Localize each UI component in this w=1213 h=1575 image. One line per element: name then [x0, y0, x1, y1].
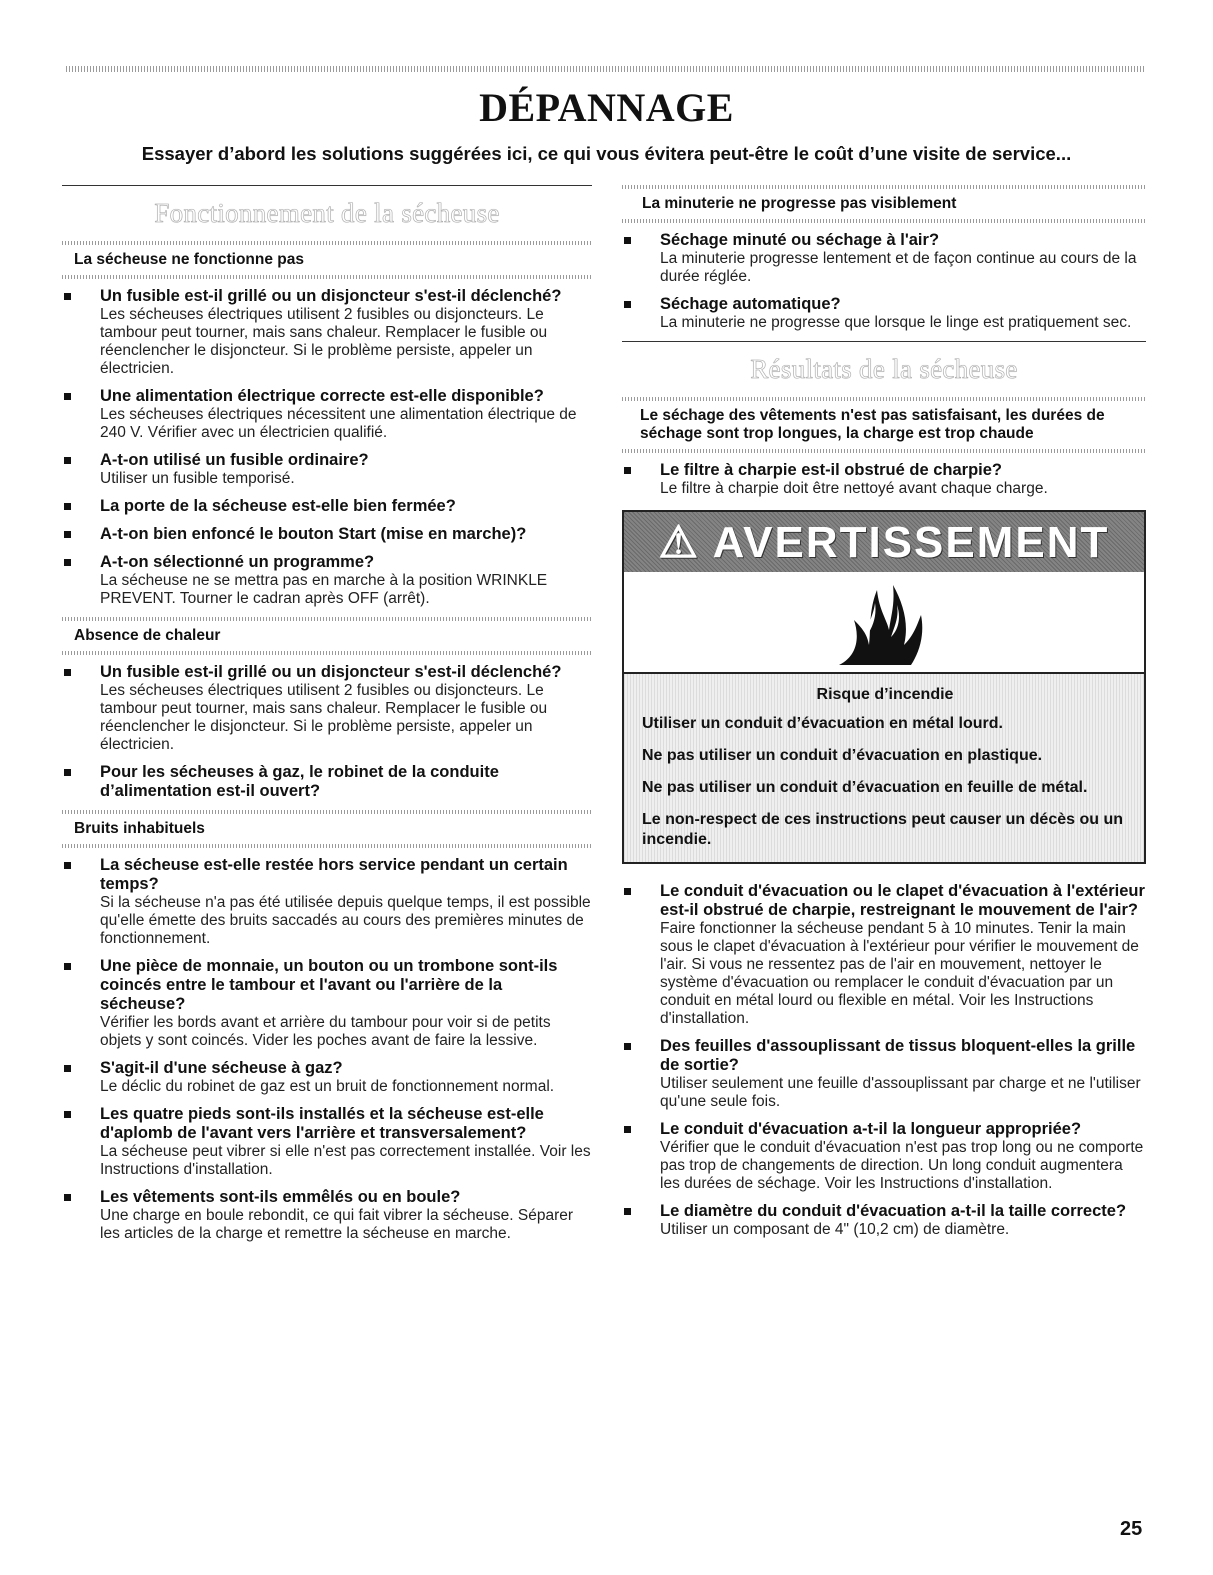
list-item — [622, 231, 1146, 286]
question: S'agit-il d'une sécheuse à gaz? — [100, 1059, 343, 1077]
answer: Utiliser un composant de 4" (10,2 cm) de diamètre. — [660, 1221, 1010, 1238]
question: Des feuilles d'assouplissant de tissus bloquent-elles la grille de sortie? — [660, 1037, 1136, 1074]
list-item — [62, 525, 592, 544]
list-item — [622, 1202, 1146, 1239]
question: Une pièce de monnaie, un bouton ou un trombone sont-ils coincés entre le tambour et l'avant ou l'arrière de la sécheuse? — [100, 957, 558, 1013]
top-rule — [66, 66, 1146, 72]
list-item — [62, 287, 592, 378]
divider — [62, 275, 592, 279]
left-column — [62, 185, 592, 1252]
list-item — [622, 882, 1146, 1028]
warning-header — [624, 512, 1144, 572]
question: A-t-on sélectionné un programme? — [100, 553, 375, 571]
subheading-timer: La minuterie ne progresse pas visiblement — [642, 195, 957, 212]
page-number: 25 — [1120, 1518, 1143, 1540]
page-title: DÉPANNAGE — [479, 85, 734, 130]
list-item — [62, 1188, 592, 1243]
page-subtitle: Essayer d’abord les solutions suggérées ici, ce qui vous évitera peut-être le coût d’une visite de service... — [141, 143, 1072, 164]
subheading-noises: Bruits inhabituels — [74, 820, 205, 837]
list-item — [62, 451, 592, 488]
list-item — [622, 461, 1146, 498]
answer: La minuterie ne progresse que lorsque le linge est pratiquement sec. — [660, 314, 1132, 331]
list-item — [62, 957, 592, 1050]
question: Le diamètre du conduit d'évacuation a-t-il la taille correcte? — [660, 1202, 1127, 1220]
question: Les vêtements sont-ils emmêlés ou en boule? — [100, 1188, 461, 1206]
answer: La sécheuse peut vibrer si elle n'est pas correctement installée. Voir les Instructions d'installation. — [100, 1143, 591, 1178]
list-item — [62, 763, 592, 801]
list-item — [62, 1105, 592, 1179]
divider — [62, 844, 592, 848]
list-no-heat — [62, 663, 592, 801]
warning-triangle-icon: ⚠ — [658, 518, 701, 567]
question: Le filtre à charpie est-il obstrué de charpie? — [660, 461, 1003, 479]
section-title-operation: Fonctionnement de la sécheuse — [154, 198, 500, 228]
risk-label: Risque d’incendie — [816, 686, 954, 703]
answer: Le filtre à charpie doit être nettoyé avant chaque charge. — [660, 480, 1048, 497]
question: Le conduit d'évacuation a-t-il la longueur appropriée? — [660, 1120, 1082, 1138]
list-results — [622, 461, 1146, 498]
section-title-results: Résultats de la sécheuse — [750, 354, 1018, 384]
answer: Vérifier que le conduit d'évacuation n'est pas trop long ou ne comporte pas trop de changements de direction. Un long conduit augmentera les durées de séchage. Voir les Instructions d'installation. — [660, 1139, 1144, 1192]
answer: Les sécheuses électriques utilisent 2 fusibles ou disjoncteurs. Le tambour peut tourner, mais sans chaleur. Remplacer le fusible ou réenclencher le disjoncteur. Si le problème persiste, appeler un électricien. — [100, 682, 548, 753]
list-more-results — [622, 882, 1146, 1239]
divider — [62, 185, 592, 186]
question: A-t-on bien enfoncé le bouton Start (mise en marche)? — [100, 525, 527, 543]
warning-line: Le non-respect de ces instructions peut causer un décès ou un incendie. — [642, 811, 1123, 848]
divider — [622, 341, 1146, 342]
list-item — [622, 1120, 1146, 1193]
question: Un fusible est-il grillé ou un disjoncteur s'est-il déclenché? — [100, 287, 562, 305]
answer: La sécheuse ne se mettra pas en marche à la position WRINKLE PREVENT. Tourner le cadran après OFF (arrêt). — [100, 572, 548, 607]
question: Pour les sécheuses à gaz, le robinet de la conduite d’alimentation est-il ouvert? — [100, 763, 499, 800]
list-item — [62, 497, 592, 516]
question: La sécheuse est-elle restée hors service pendant un certain temps? — [100, 856, 568, 893]
list-timer — [622, 231, 1146, 332]
list-item — [62, 1059, 592, 1096]
warning-line: Ne pas utiliser un conduit d’évacuation en feuille de métal. — [642, 779, 1088, 796]
warning-body — [624, 672, 1144, 862]
question: Un fusible est-il grillé ou un disjoncteur s'est-il déclenché? — [100, 663, 562, 681]
list-noises — [62, 856, 592, 1243]
list-item — [62, 663, 592, 754]
list-item — [62, 553, 592, 608]
list-item — [62, 856, 592, 948]
answer: Le déclic du robinet de gaz est un bruit de fonctionnement normal. — [100, 1078, 555, 1095]
answer: Vérifier les bords avant et arrière du tambour pour voir si de petits objets y sont coincés. Vider les poches avant de faire la lessive. — [100, 1014, 551, 1049]
question: A-t-on utilisé un fusible ordinaire? — [100, 451, 369, 469]
question: Le conduit d'évacuation ou le clapet d'évacuation à l'extérieur est-il obstrué de charpie, restreignant le mouvement de l'air? — [660, 882, 1145, 919]
subheading-results: Le séchage des vêtements n'est pas satisfaisant, les durées de séchage sont trop longues, la charge est trop chaude — [640, 407, 1105, 442]
list-item — [622, 1037, 1146, 1111]
question: Séchage automatique? — [660, 295, 841, 313]
list-item — [62, 387, 592, 442]
divider — [622, 219, 1146, 223]
answer: Utiliser un fusible temporisé. — [100, 470, 295, 487]
subheading-not-running: La sécheuse ne fonctionne pas — [74, 251, 304, 268]
question: Une alimentation électrique correcte est-elle disponible? — [100, 387, 544, 405]
answer: La minuterie progresse lentement et de façon continue au cours de la durée réglée. — [660, 250, 1137, 285]
warning-label: AVERTISSEMENT — [712, 518, 1110, 567]
answer: Si la sécheuse n'a pas été utilisée depuis quelque temps, il est possible qu'elle émette des bruits saccadés au cours des premières minutes de fonctionnement. — [100, 894, 591, 947]
right-column — [622, 185, 1146, 1248]
answer: Les sécheuses électriques utilisent 2 fusibles ou disjoncteurs. Le tambour peut tourner, mais sans chaleur. Remplacer le fusible ou réenclencher le disjoncteur. Si le problème persiste, appeler un électricien. — [100, 306, 548, 377]
warning-line: Ne pas utiliser un conduit d’évacuation en plastique. — [642, 747, 1043, 764]
divider — [62, 651, 592, 655]
subheading-no-heat: Absence de chaleur — [74, 627, 221, 644]
fire-icon — [624, 572, 1144, 672]
list-item — [622, 295, 1146, 332]
list-not-running — [62, 287, 592, 608]
question: Séchage minuté ou séchage à l'air? — [660, 231, 940, 249]
warning-box — [622, 510, 1146, 864]
question: La porte de la sécheuse est-elle bien fermée? — [100, 497, 456, 515]
answer: Utiliser seulement une feuille d'assouplissant par charge et ne l'utiliser qu'une seule fois. — [660, 1075, 1141, 1110]
answer: Les sécheuses électriques nécessitent une alimentation électrique de 240 V. Vérifier avec un électricien qualifié. — [100, 406, 577, 441]
divider — [622, 449, 1146, 453]
answer: Une charge en boule rebondit, ce qui fait vibrer la sécheuse. Séparer les articles de la charge et remettre la sécheuse en marche. — [100, 1207, 574, 1242]
question: Les quatre pieds sont-ils installés et la sécheuse est-elle d'aplomb de l'avant vers l'arrière et transversalement? — [100, 1105, 544, 1142]
answer: Faire fonctionner la sécheuse pendant 5 à 10 minutes. Tenir la main sous le clapet d'évacuation à l'extérieur pour vérifier le mouvement de l'air. Si vous ne ressentez pas de l'air en mouvement, nettoyer le système d'évacuation ou remplacer le conduit d'évacuation par un conduit en métal lourd ou flexible en métal. Voir les Instructions d'installation. — [660, 920, 1139, 1027]
warning-line: Utiliser un conduit d’évacuation en métal lourd. — [642, 715, 1003, 732]
